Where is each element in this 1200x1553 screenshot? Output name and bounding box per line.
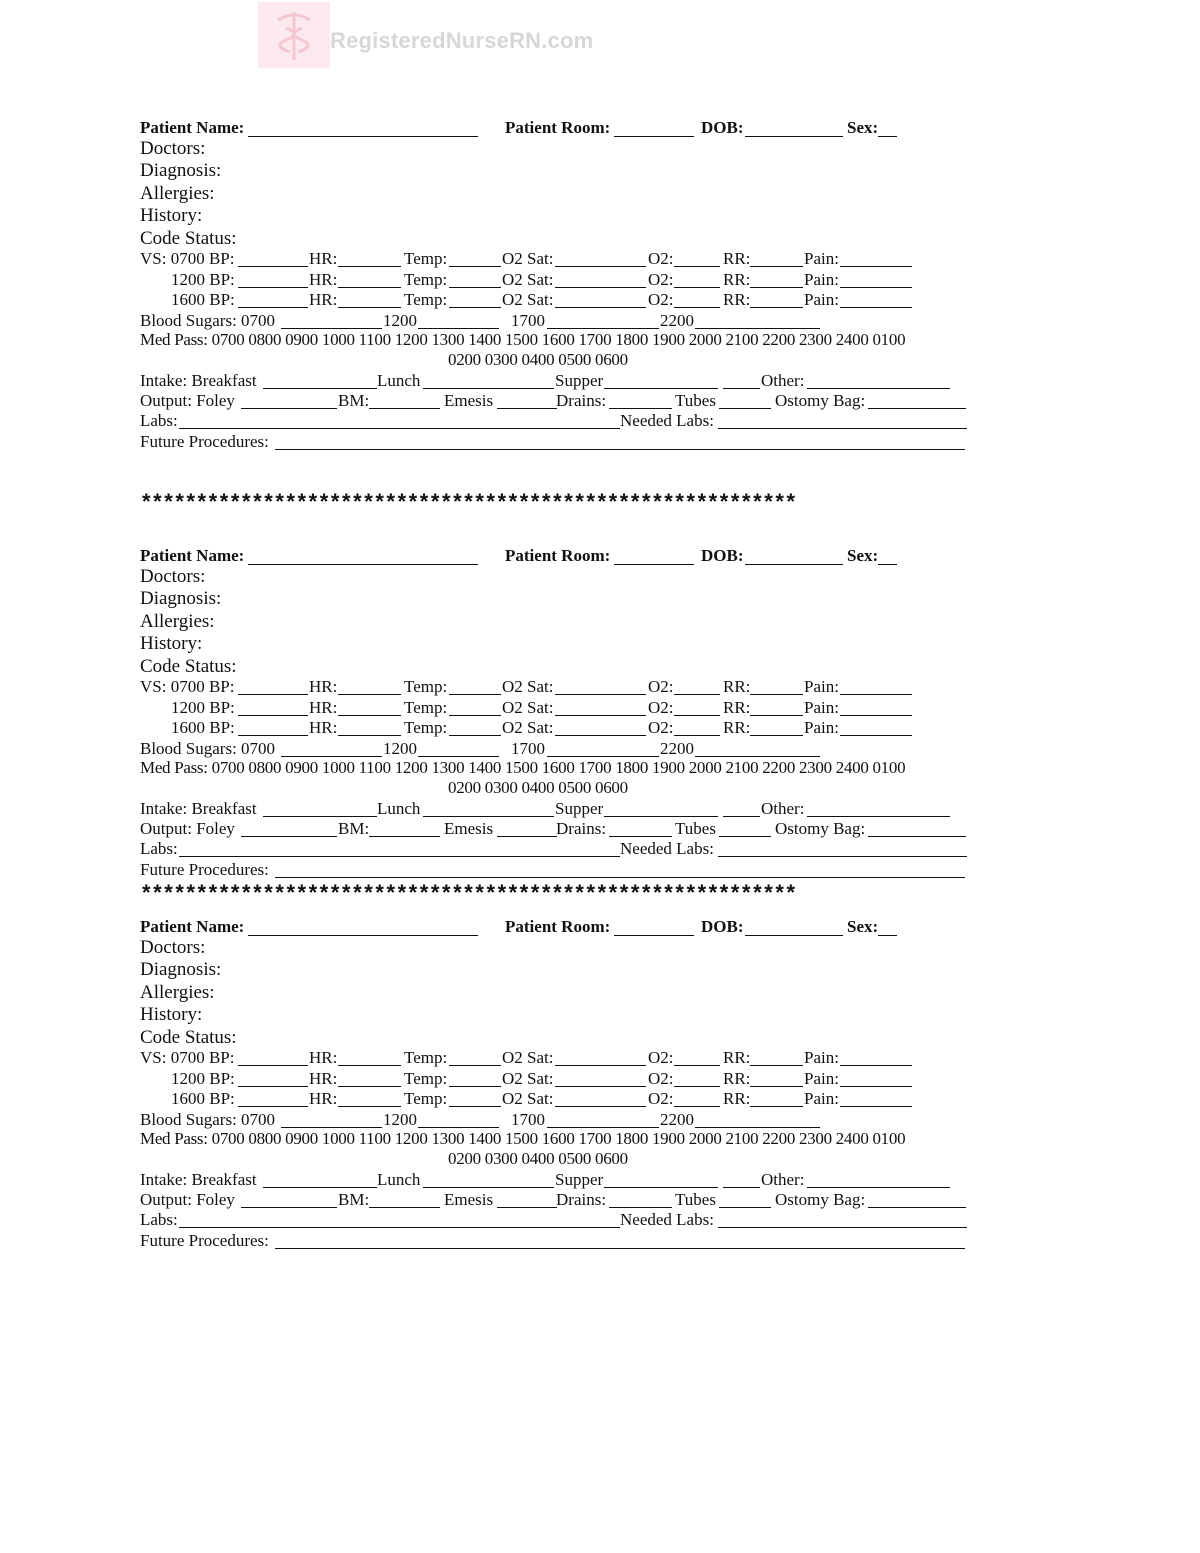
section3-rr-label-0: RR: — [723, 1048, 751, 1067]
section2-drains-field[interactable] — [609, 836, 672, 837]
separator-1: *********************************************************** — [142, 489, 798, 514]
section2-bp-field-0[interactable] — [238, 694, 308, 695]
section1-future-procedures-label: Future Procedures: — [140, 432, 269, 451]
section3-hr-field-0[interactable] — [338, 1065, 401, 1066]
section2-allergies-label: Allergies: — [140, 611, 215, 632]
section1-intake-breakfast-label: Intake: Breakfast — [140, 371, 257, 390]
section2-hr-label-1: HR: — [309, 697, 338, 717]
section3-o2-field-1[interactable] — [674, 1086, 720, 1087]
section2-diagnosis-label: Diagnosis: — [140, 588, 222, 609]
section2-bs-2200-field[interactable] — [695, 756, 820, 757]
section2-output-foley-label: Output: Foley — [140, 819, 235, 838]
section1-bp-field-2[interactable] — [238, 307, 308, 308]
section3-patient-room-label: Patient Room: — [505, 917, 611, 936]
section3-sex-field[interactable] — [878, 935, 897, 936]
section2-hr-field-2[interactable] — [338, 735, 401, 736]
section3-hr-label-0: HR: — [309, 1048, 338, 1067]
section2-o2sat-field-1[interactable] — [555, 715, 646, 716]
section1-hr-field-0[interactable] — [338, 266, 401, 267]
section2-patient-name-label: Patient Name: — [140, 546, 245, 565]
section3-bs-1700-field[interactable] — [547, 1127, 659, 1128]
section2-bs-0700-field[interactable] — [281, 756, 382, 757]
section2-lunch-label: Lunch — [377, 799, 421, 818]
section3-sex-label: Sex: — [847, 917, 879, 936]
section2-bp-field-1[interactable] — [238, 715, 308, 716]
section3-hr-field-2[interactable] — [338, 1106, 401, 1107]
section2-o2-field-1[interactable] — [674, 715, 720, 716]
section1-o2sat-label-2: O2 Sat: — [502, 290, 554, 309]
section3-bm-field[interactable] — [369, 1207, 440, 1208]
section2-labs-field[interactable] — [179, 856, 620, 857]
section3-med-pass-line2: 0200 0300 0400 0500 0600 — [448, 1149, 628, 1168]
section2-bm-label: BM: — [338, 819, 370, 838]
section1-hr-field-2[interactable] — [338, 307, 401, 308]
section1-hr-label-1: HR: — [309, 269, 338, 289]
section1-lunch-field[interactable] — [423, 388, 554, 389]
section1-vs-time-label-2: 1600 BP: — [171, 290, 235, 309]
section3-o2-field-0[interactable] — [674, 1065, 720, 1066]
section1-med-pass-line1: Med Pass: 0700 0800 0900 1000 1100 1200 1300 1400 1500 1600 1700 1800 1900 2000 2100 2200 2300 2400 0100 — [140, 330, 906, 349]
section2-drains-label: Drains: — [556, 819, 607, 838]
section3-bs-1200-field[interactable] — [418, 1127, 499, 1128]
section1-code-status-label: Code Status: — [140, 228, 237, 249]
section2-bs-1700-label: 1700 — [511, 739, 545, 758]
section1-tubes-label: Tubes — [675, 391, 716, 410]
section3-patient-name-field[interactable] — [248, 935, 478, 936]
section1-output-foley-label: Output: Foley — [140, 391, 235, 410]
section1-doctors-label: Doctors: — [140, 138, 206, 159]
section2-rr-label-2: RR: — [723, 718, 751, 737]
section2-temp-label-0: Temp: — [404, 677, 448, 696]
section2-rr-field-0[interactable] — [750, 694, 803, 695]
section3-dob-field[interactable] — [745, 935, 843, 936]
section2-ostomy-bag-field[interactable] — [868, 836, 966, 837]
section1-bs-2200-label: 2200 — [660, 311, 694, 330]
section1-tubes-field[interactable] — [719, 408, 771, 409]
section2-sex-field[interactable] — [878, 564, 897, 565]
section1-temp-field-0[interactable] — [449, 266, 501, 267]
section3-pain-label-0: Pain: — [804, 1048, 839, 1067]
section3-history-label: History: — [140, 1004, 203, 1025]
section1-dob-field[interactable] — [745, 136, 843, 137]
section3-rr-label-1: RR: — [723, 1068, 751, 1088]
section1-bs-1200-field[interactable] — [418, 328, 499, 329]
section3-supper-extra-field[interactable] — [723, 1187, 760, 1188]
section3-pain-label-2: Pain: — [804, 1089, 839, 1108]
section3-vs-time-label-0: VS: 0700 BP: — [140, 1048, 235, 1067]
section2-history-label: History: — [140, 633, 203, 654]
section1-supper-label: Supper — [555, 371, 604, 390]
section1-med-pass-line2: 0200 0300 0400 0500 0600 — [448, 350, 628, 369]
section3-other-label: Other: — [761, 1170, 805, 1189]
section3-blood-sugars-label: Blood Sugars: 0700 — [140, 1110, 276, 1129]
section3-intake-breakfast-label: Intake: Breakfast — [140, 1170, 257, 1189]
section2-labs-label: Labs: — [140, 839, 178, 858]
section3-bp-field-1[interactable] — [238, 1086, 308, 1087]
section3-pain-field-1[interactable] — [840, 1086, 912, 1087]
section3-bs-1200-label: 1200 — [383, 1110, 417, 1129]
section2-pain-label-2: Pain: — [804, 718, 839, 737]
section2-o2sat-field-2[interactable] — [555, 735, 646, 736]
section3-o2-label-2: O2: — [648, 1089, 674, 1108]
separator-2: *********************************************************** — [142, 880, 798, 905]
section3-drains-field[interactable] — [609, 1207, 672, 1208]
section1-drains-label: Drains: — [556, 391, 607, 410]
section1-rr-label-2: RR: — [723, 290, 751, 309]
section1-vs-time-label-0: VS: 0700 BP: — [140, 249, 235, 268]
section3-hr-label-1: HR: — [309, 1068, 338, 1088]
section2-o2-label-2: O2: — [648, 718, 674, 737]
section2-o2sat-label-0: O2 Sat: — [502, 677, 554, 696]
section1-rr-label-0: RR: — [723, 249, 751, 268]
section1-supper-extra-field[interactable] — [723, 388, 760, 389]
section2-patient-room-label: Patient Room: — [505, 546, 611, 565]
section3-output-foley-label: Output: Foley — [140, 1190, 235, 1209]
section2-temp-label-2: Temp: — [404, 718, 448, 737]
section2-lunch-field[interactable] — [423, 816, 554, 817]
section2-breakfast-field[interactable] — [263, 816, 377, 817]
section2-rr-field-1[interactable] — [750, 715, 803, 716]
section3-temp-field-0[interactable] — [449, 1065, 501, 1066]
section3-tubes-field[interactable] — [719, 1207, 771, 1208]
section2-vs-time-label-0: VS: 0700 BP: — [140, 677, 235, 696]
section2-bs-1200-label: 1200 — [383, 739, 417, 758]
section2-temp-field-2[interactable] — [449, 735, 501, 736]
section3-vs-time-label-1: 1200 BP: — [171, 1068, 235, 1088]
section1-o2-label-1: O2: — [648, 269, 674, 289]
section1-vs-time-label-1: 1200 BP: — [171, 269, 235, 289]
section1-sex-field[interactable] — [878, 136, 897, 137]
section1-bm-field[interactable] — [369, 408, 440, 409]
section2-bm-field[interactable] — [369, 836, 440, 837]
section1-o2sat-field-2[interactable] — [555, 307, 646, 308]
section2-med-pass-line1: Med Pass: 0700 0800 0900 1000 1100 1200 1300 1400 1500 1600 1700 1800 1900 2000 2100 2200 2300 2400 0100 — [140, 758, 906, 777]
section3-o2sat-label-0: O2 Sat: — [502, 1048, 554, 1067]
section2-future-procedures-field[interactable] — [275, 877, 965, 878]
section3-o2sat-label-1: O2 Sat: — [502, 1068, 554, 1088]
section1-bs-1700-field[interactable] — [547, 328, 659, 329]
section3-rr-field-0[interactable] — [750, 1065, 803, 1066]
section3-needed-labs-label: Needed Labs: — [620, 1210, 714, 1229]
section1-pain-field-1[interactable] — [840, 287, 912, 288]
section3-diagnosis-label: Diagnosis: — [140, 959, 222, 980]
section1-temp-label-1: Temp: — [404, 269, 448, 289]
section2-rr-label-0: RR: — [723, 677, 751, 696]
section2-other-label: Other: — [761, 799, 805, 818]
section1-drains-field[interactable] — [609, 408, 672, 409]
section1-diagnosis-label: Diagnosis: — [140, 160, 222, 181]
section3-allergies-label: Allergies: — [140, 982, 215, 1003]
section3-labs-label: Labs: — [140, 1210, 178, 1229]
section3-supper-field[interactable] — [604, 1187, 718, 1188]
section2-pain-field-1[interactable] — [840, 715, 912, 716]
section3-pain-label-1: Pain: — [804, 1068, 839, 1088]
section3-lunch-field[interactable] — [423, 1187, 554, 1188]
section3-hr-field-1[interactable] — [338, 1086, 401, 1087]
section3-vs-time-label-2: 1600 BP: — [171, 1089, 235, 1108]
section2-supper-field[interactable] — [604, 816, 718, 817]
section1-temp-label-0: Temp: — [404, 249, 448, 268]
section3-foley-field[interactable] — [241, 1207, 337, 1208]
section2-pain-label-1: Pain: — [804, 697, 839, 717]
section3-bs-1700-label: 1700 — [511, 1110, 545, 1129]
section3-labs-field[interactable] — [179, 1227, 620, 1228]
section2-o2-field-0[interactable] — [674, 694, 720, 695]
section3-bp-field-2[interactable] — [238, 1106, 308, 1107]
section1-bs-1200-label: 1200 — [383, 311, 417, 330]
section1-hr-label-2: HR: — [309, 290, 338, 309]
section2-med-pass-line2: 0200 0300 0400 0500 0600 — [448, 778, 628, 797]
section1-bs-1700-label: 1700 — [511, 311, 545, 330]
section1-emesis-label: Emesis — [444, 391, 494, 410]
section3-hr-label-2: HR: — [309, 1089, 338, 1108]
section1-o2-field-1[interactable] — [674, 287, 720, 288]
section3-bs-0700-field[interactable] — [281, 1127, 382, 1128]
watermark-text: RegisteredNurseRN.com — [330, 28, 594, 53]
section2-emesis-field[interactable] — [497, 836, 557, 837]
section3-temp-label-2: Temp: — [404, 1089, 448, 1108]
section3-o2sat-field-2[interactable] — [555, 1106, 646, 1107]
section3-patient-room-field[interactable] — [614, 935, 694, 936]
section2-tubes-field[interactable] — [719, 836, 771, 837]
section1-ostomy-bag-field[interactable] — [868, 408, 966, 409]
section3-drains-label: Drains: — [556, 1190, 607, 1209]
section1-blood-sugars-label: Blood Sugars: 0700 — [140, 311, 276, 330]
section3-bs-2200-label: 2200 — [660, 1110, 694, 1129]
section1-temp-label-2: Temp: — [404, 290, 448, 309]
section1-future-procedures-field[interactable] — [275, 449, 965, 450]
section3-bp-field-0[interactable] — [238, 1065, 308, 1066]
section2-patient-name-field[interactable] — [248, 564, 478, 565]
section3-temp-label-0: Temp: — [404, 1048, 448, 1067]
section1-hr-label-0: HR: — [309, 249, 338, 268]
section2-future-procedures-label: Future Procedures: — [140, 860, 269, 879]
section2-bs-2200-label: 2200 — [660, 739, 694, 758]
section3-rr-label-2: RR: — [723, 1089, 751, 1108]
section2-dob-field[interactable] — [745, 564, 843, 565]
section2-temp-field-0[interactable] — [449, 694, 501, 695]
section3-o2sat-label-2: O2 Sat: — [502, 1089, 554, 1108]
section1-pain-label-2: Pain: — [804, 290, 839, 309]
section2-pain-field-2[interactable] — [840, 735, 912, 736]
section3-bs-2200-field[interactable] — [695, 1127, 820, 1128]
section1-hr-field-1[interactable] — [338, 287, 401, 288]
section2-hr-label-0: HR: — [309, 677, 338, 696]
section1-rr-label-1: RR: — [723, 269, 751, 289]
section3-patient-name-label: Patient Name: — [140, 917, 245, 936]
section2-intake-breakfast-label: Intake: Breakfast — [140, 799, 257, 818]
section1-pain-label-1: Pain: — [804, 269, 839, 289]
section3-tubes-label: Tubes — [675, 1190, 716, 1209]
section3-ostomy-bag-field[interactable] — [868, 1207, 966, 1208]
section3-lunch-label: Lunch — [377, 1170, 421, 1189]
section2-pain-label-0: Pain: — [804, 677, 839, 696]
section3-ostomy-bag-label: Ostomy Bag: — [775, 1190, 866, 1209]
section3-emesis-field[interactable] — [497, 1207, 557, 1208]
section2-pain-field-0[interactable] — [840, 694, 912, 695]
section2-needed-labs-label: Needed Labs: — [620, 839, 714, 858]
section2-emesis-label: Emesis — [444, 819, 494, 838]
section3-o2-label-1: O2: — [648, 1068, 674, 1088]
section2-o2sat-label-2: O2 Sat: — [502, 718, 554, 737]
section1-o2-label-0: O2: — [648, 249, 674, 268]
section1-sex-label: Sex: — [847, 118, 879, 137]
section2-bs-1700-field[interactable] — [547, 756, 659, 757]
section1-emesis-field[interactable] — [497, 408, 557, 409]
section2-other-field[interactable] — [807, 816, 950, 817]
section1-o2sat-field-1[interactable] — [555, 287, 646, 288]
section2-o2sat-field-0[interactable] — [555, 694, 646, 695]
section1-patient-room-field[interactable] — [614, 136, 694, 137]
section3-breakfast-field[interactable] — [263, 1187, 377, 1188]
section1-breakfast-field[interactable] — [263, 388, 377, 389]
section1-dob-label: DOB: — [701, 118, 744, 137]
section3-future-procedures-label: Future Procedures: — [140, 1231, 269, 1250]
section2-vs-time-label-2: 1600 BP: — [171, 718, 235, 737]
section3-temp-field-2[interactable] — [449, 1106, 501, 1107]
section2-tubes-label: Tubes — [675, 819, 716, 838]
section1-labs-label: Labs: — [140, 411, 178, 430]
section2-hr-label-2: HR: — [309, 718, 338, 737]
section1-bm-label: BM: — [338, 391, 370, 410]
section1-pain-field-2[interactable] — [840, 307, 912, 308]
section2-hr-field-0[interactable] — [338, 694, 401, 695]
section2-bs-1200-field[interactable] — [418, 756, 499, 757]
section1-rr-field-2[interactable] — [750, 307, 803, 308]
watermark-logo — [258, 2, 330, 68]
section1-needed-labs-field[interactable] — [718, 428, 967, 429]
section1-bp-field-1[interactable] — [238, 287, 308, 288]
section1-bs-2200-field[interactable] — [695, 328, 820, 329]
section1-allergies-label: Allergies: — [140, 183, 215, 204]
section2-dob-label: DOB: — [701, 546, 744, 565]
section1-pain-field-0[interactable] — [840, 266, 912, 267]
section1-other-label: Other: — [761, 371, 805, 390]
section1-bp-field-0[interactable] — [238, 266, 308, 267]
caduceus-icon — [268, 8, 320, 62]
section3-emesis-label: Emesis — [444, 1190, 494, 1209]
section2-o2-field-2[interactable] — [674, 735, 720, 736]
section2-code-status-label: Code Status: — [140, 656, 237, 677]
section3-rr-field-1[interactable] — [750, 1086, 803, 1087]
section2-doctors-label: Doctors: — [140, 566, 206, 587]
section1-labs-field[interactable] — [179, 428, 620, 429]
section2-ostomy-bag-label: Ostomy Bag: — [775, 819, 866, 838]
section3-supper-label: Supper — [555, 1170, 604, 1189]
section2-supper-extra-field[interactable] — [723, 816, 760, 817]
section1-other-field[interactable] — [807, 388, 950, 389]
section3-doctors-label: Doctors: — [140, 937, 206, 958]
section1-o2sat-field-0[interactable] — [555, 266, 646, 267]
section2-foley-field[interactable] — [241, 836, 337, 837]
section1-patient-room-label: Patient Room: — [505, 118, 611, 137]
section2-rr-field-2[interactable] — [750, 735, 803, 736]
section1-needed-labs-label: Needed Labs: — [620, 411, 714, 430]
section2-hr-field-1[interactable] — [338, 715, 401, 716]
section3-temp-label-1: Temp: — [404, 1068, 448, 1088]
section2-needed-labs-field[interactable] — [718, 856, 967, 857]
section2-o2-label-1: O2: — [648, 697, 674, 717]
section2-bp-field-2[interactable] — [238, 735, 308, 736]
section1-ostomy-bag-label: Ostomy Bag: — [775, 391, 866, 410]
section2-temp-label-1: Temp: — [404, 697, 448, 717]
section3-pain-field-0[interactable] — [840, 1065, 912, 1066]
section2-temp-field-1[interactable] — [449, 715, 501, 716]
section3-o2-field-2[interactable] — [674, 1106, 720, 1107]
section1-o2-label-2: O2: — [648, 290, 674, 309]
section2-rr-label-1: RR: — [723, 697, 751, 717]
section3-code-status-label: Code Status: — [140, 1027, 237, 1048]
section1-lunch-label: Lunch — [377, 371, 421, 390]
section3-o2sat-field-0[interactable] — [555, 1065, 646, 1066]
section3-pain-field-2[interactable] — [840, 1106, 912, 1107]
section3-rr-field-2[interactable] — [750, 1106, 803, 1107]
section2-supper-label: Supper — [555, 799, 604, 818]
section2-sex-label: Sex: — [847, 546, 879, 565]
section2-patient-room-field[interactable] — [614, 564, 694, 565]
section1-bs-0700-field[interactable] — [281, 328, 382, 329]
section1-history-label: History: — [140, 205, 203, 226]
section1-rr-field-0[interactable] — [750, 266, 803, 267]
section1-temp-field-1[interactable] — [449, 287, 501, 288]
section2-blood-sugars-label: Blood Sugars: 0700 — [140, 739, 276, 758]
section2-o2sat-label-1: O2 Sat: — [502, 697, 554, 717]
section1-temp-field-2[interactable] — [449, 307, 501, 308]
section3-temp-field-1[interactable] — [449, 1086, 501, 1087]
section1-foley-field[interactable] — [241, 408, 337, 409]
section3-o2sat-field-1[interactable] — [555, 1086, 646, 1087]
section3-other-field[interactable] — [807, 1187, 950, 1188]
section2-vs-time-label-1: 1200 BP: — [171, 697, 235, 717]
section3-bm-label: BM: — [338, 1190, 370, 1209]
section1-patient-name-label: Patient Name: — [140, 118, 245, 137]
section3-dob-label: DOB: — [701, 917, 744, 936]
section3-o2-label-0: O2: — [648, 1048, 674, 1067]
section2-o2-label-0: O2: — [648, 677, 674, 696]
section1-o2-field-0[interactable] — [674, 266, 720, 267]
section3-needed-labs-field[interactable] — [718, 1227, 967, 1228]
section1-supper-field[interactable] — [604, 388, 718, 389]
section3-future-procedures-field[interactable] — [275, 1248, 965, 1249]
section1-rr-field-1[interactable] — [750, 287, 803, 288]
section3-med-pass-line1: Med Pass: 0700 0800 0900 1000 1100 1200 1300 1400 1500 1600 1700 1800 1900 2000 2100 2200 2300 2400 0100 — [140, 1129, 906, 1148]
section1-patient-name-field[interactable] — [248, 136, 478, 137]
section1-pain-label-0: Pain: — [804, 249, 839, 268]
section1-o2-field-2[interactable] — [674, 307, 720, 308]
section1-o2sat-label-0: O2 Sat: — [502, 249, 554, 268]
section1-o2sat-label-1: O2 Sat: — [502, 269, 554, 289]
